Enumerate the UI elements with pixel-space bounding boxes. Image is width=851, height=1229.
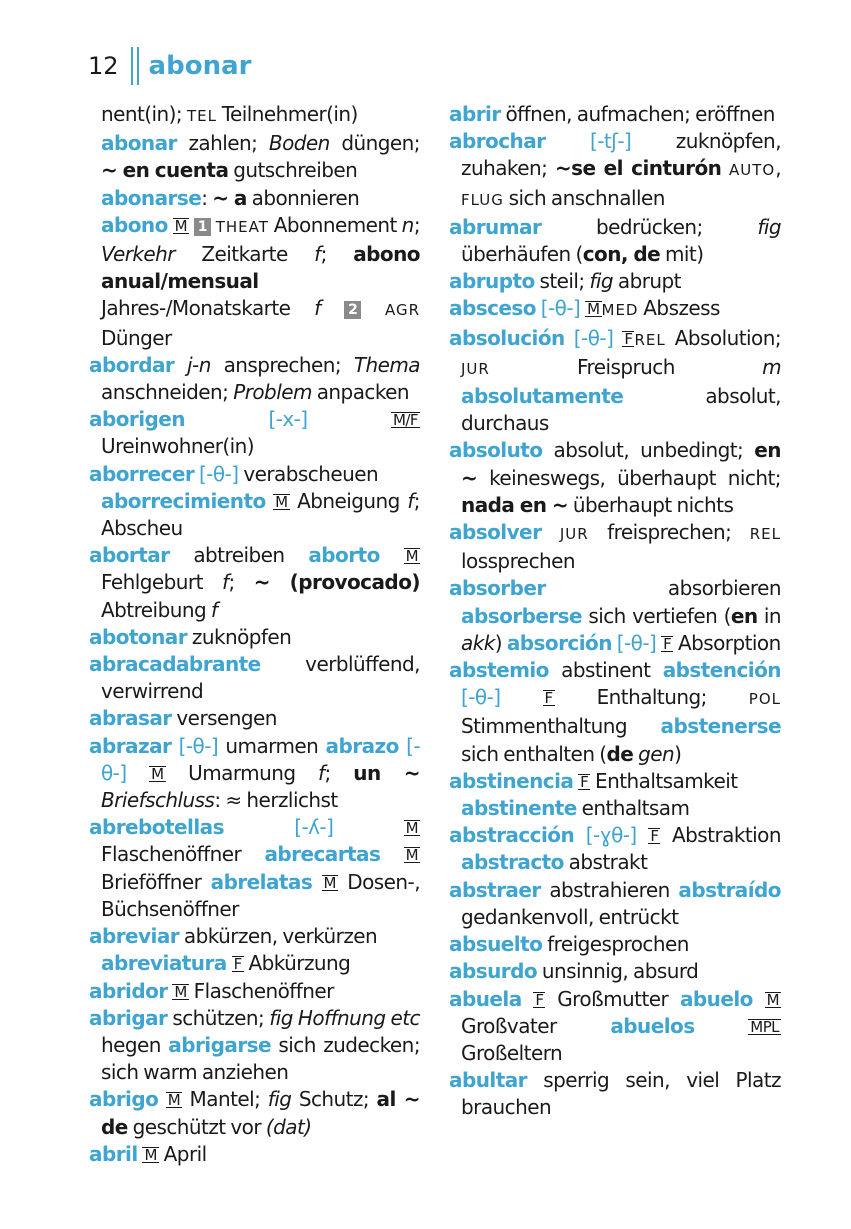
headword: abstenerse [660,714,781,739]
gender-tag: F [663,634,672,653]
left-column [89,101,420,1168]
entry-text: Großeltern [461,1040,563,1065]
gender-tag: M [323,873,336,892]
entry-text: abkürzen, verkürzen [179,924,378,949]
entry-text: Zeitkarte [174,242,315,267]
entry-text: anpacken [311,380,410,405]
headword: abreviatura [101,951,227,976]
entry-text: Stimmenthaltung [461,714,661,739]
headword: abonar [101,131,177,156]
page-number: 12 [88,52,119,80]
pronunciation: [-θ-] [199,461,239,486]
entry-text: Abstraktion [660,823,781,848]
phrase: ~se el cinturón [554,156,722,181]
entry-text: freisprechen; [588,520,750,545]
dictionary-entry [89,185,420,212]
entry-text: sich zudecken; sich warm anziehen [101,1032,421,1085]
dictionary-entry [449,657,781,768]
entry-text: sich anschnallen [503,185,665,210]
sense-number: 1 [194,218,211,236]
dictionary-entry [89,1086,420,1140]
entry-text: mit) [660,242,704,267]
entry-text: Absolution; [665,325,782,350]
entry-text: Fehlgeburt [101,570,222,595]
dictionary-entry [89,733,420,815]
entry-text: sich enthalten ( [461,741,607,766]
entry-text: unsinnig, absurd [537,959,699,984]
headword: absolver [449,520,542,545]
dictionary-entry [89,624,420,651]
entry-text: fig [267,1087,292,1112]
headword: abstinencia [449,768,574,793]
entry-text: ; [228,570,254,595]
entry-text: Jahres-/Monatskarte [101,296,315,321]
entry-text: Flaschenöffner [101,842,265,867]
pronunciation: [-θ-] [461,685,501,710]
entry-text: f [210,597,218,622]
headword: abrumar [449,214,542,239]
entry-text: ) [674,741,682,766]
dictionary-entry [89,950,420,977]
dictionary-entry [449,575,781,657]
entry-text: keineswegs, überhaupt nicht; [477,465,781,490]
gender-tag: F [233,955,242,974]
dictionary-entry [89,1005,420,1087]
dictionary-entry [89,542,420,624]
headword: abstracto [461,850,564,875]
dictionary-entry [89,101,420,130]
dictionary-entry [449,877,781,931]
phrase: abono anual/mensual [101,242,420,294]
usage-label: AGR [384,301,420,320]
headword: absorción [506,630,612,655]
pronunciation: [-θ-] [573,325,614,350]
dictionary-entry [449,325,781,438]
headword: aborrecimiento [101,488,266,513]
sense-number: 2 [344,301,361,319]
usage-label: TEL [186,107,217,125]
entry-text: Brieföffner [101,869,211,894]
pronunciation: [-θ-] [178,733,219,758]
entry-text: Großmutter [545,986,680,1011]
entry-text: f [407,488,414,513]
headword: abuela [449,986,522,1011]
dictionary-entry [449,1067,781,1121]
dictionary-entry [449,795,781,822]
headword: abrecartas [264,842,381,867]
header-double-bar [131,47,139,85]
entry-text: Boden [268,131,330,156]
entry-text: m [762,354,781,379]
entry-text: sperrig sein, viel Platz brauchen [461,1068,781,1120]
dictionary-entry [449,214,781,268]
gender-tag: M [766,990,779,1009]
entry-text: Umarmung [165,760,319,785]
phrase: ~ (provocado) [253,570,420,595]
dictionary-entry [89,923,420,950]
headword: abstraer [449,877,541,902]
entry-text: absorbieren [545,576,781,601]
entry-text: in [757,603,781,628]
dictionary-entry [449,437,781,519]
usage-label: REL [749,525,781,544]
headword: aborigen [89,407,185,432]
phrase: con, de [582,242,661,267]
entry-text: bedrücken; [541,214,758,239]
pronunciation: [-θ-] [540,296,581,321]
entry-text: verabscheuen [238,461,379,486]
phrase: en ~ [461,438,781,490]
entry-text: absolut, unbedingt; [542,438,755,463]
gender-tag: M [174,216,188,235]
headword: abstraído [678,877,781,902]
usage-label: POL [748,690,781,709]
entry-text: schützen; [167,1005,270,1030]
entry-text: gedankenvoll, entrückt [461,904,679,929]
usage-label: THEAT [215,217,269,236]
dictionary-entry [89,130,420,184]
entry-text: Schutz; [291,1087,377,1112]
entry-text: steil; [534,269,590,294]
headword: absorber [449,576,546,601]
running-headword: abonar [148,51,252,81]
entry-text: f [314,296,321,321]
gender-tag: M [167,1091,181,1110]
entry-text: anschneiden; [101,380,234,405]
headword: abracadabrante [89,652,261,677]
headword: abstinente [461,796,577,821]
entry-text: verblüffend, verwirrend [101,652,420,704]
entry-text: f [221,570,229,595]
entry-text: abtreiben [169,543,309,568]
phrase: al ~ de [101,1087,420,1139]
headword: abstemio [449,658,549,683]
gender-tag: F [580,772,589,791]
entry-text: akk [461,630,495,655]
headword: abortar [89,543,170,568]
entry-text: sich vertiefen ( [582,603,731,628]
entry-text: Freispruch [489,354,763,379]
entry-text: Abonnement [268,212,402,237]
usage-label: JUR [461,359,490,378]
usage-label: AUTO [728,161,776,180]
headword: abrigo [89,1087,159,1112]
entry-text: abstrahieren [540,877,679,902]
gender-tag: M [174,982,187,1001]
entry-text: Abtreibung [101,597,211,622]
entry-text: n [401,212,414,237]
headword: abril [89,1141,138,1166]
page-header [88,44,251,88]
pronunciation: [-ɣθ-] [585,823,637,848]
pronunciation: [-x-] [268,407,308,432]
dictionary-entry [449,101,781,128]
entry-text: Problem [233,380,312,405]
entry-text: (dat) [265,1114,312,1139]
gender-tag: M [405,846,418,865]
right-column [449,101,781,1122]
headword: absurdo [449,959,538,984]
entry-text: f [314,242,321,267]
entry-text: zahlen; [176,131,269,156]
entry-text: Mantel; [182,1087,268,1112]
entry-text: zuknöpfen, zuhaken; [461,129,781,181]
headword: abonarse [101,185,202,210]
dictionary-entry [89,406,420,460]
phrase: nada en ~ [461,492,569,517]
dictionary-entry [89,352,420,406]
headword: abono [101,212,168,237]
pronunciation: [-θ-] [616,630,657,655]
headword: abrigar [89,1005,168,1030]
dictionary-entry [89,705,420,732]
dictionary-entry [89,461,420,488]
headword: absorberse [461,603,583,628]
headword: abotonar [89,624,188,649]
dictionary-entry [449,128,781,214]
phrase: de [606,741,634,766]
entry-text: geschützt vor [127,1114,266,1139]
entry-text: ; [324,760,354,785]
entry-text: Abneigung [289,488,408,513]
entry-text: Thema [353,352,421,377]
headword: abrochar [449,129,546,154]
gender-tag: F [650,827,659,846]
gender-tag: F [544,689,553,708]
entry-text: überhaupt nichts [568,492,734,517]
gender-tag: M [587,300,600,319]
headword: abstracción [449,823,575,848]
headword: abrasar [89,706,172,731]
headword: abuelos [610,1013,695,1038]
headword: abrazar [89,733,172,758]
entry-text: Enthaltung; [554,685,749,710]
pronunciation: [-ʎ-] [294,815,334,840]
headword: abstención [662,658,781,683]
dictionary-entry [89,651,420,705]
phrase: un ~ [353,760,420,785]
entry-text: ansprechen; [210,352,354,377]
headword: absuelto [449,932,543,957]
gender-tag: F [535,990,544,1009]
usage-label: JUR [559,525,589,544]
usage-label: FLUG [461,190,504,209]
headword: abultar [449,1068,527,1093]
entry-text: Enthaltsamkeit [590,768,738,793]
entry-text: : ≈ herzlichst [214,788,338,813]
entry-text: abstinent [548,658,663,683]
entry-text: abrupt [613,269,681,294]
entry-text: April [158,1141,207,1166]
entry-text: freigesprochen [542,932,689,957]
dictionary-entry [449,958,781,985]
entry-text: Flaschenöffner [188,978,334,1003]
entry-text: ) [494,630,507,655]
dictionary-entry [89,978,420,1005]
entry-text: fig [757,214,781,239]
entry-text: j-n [187,352,211,377]
entry-text: Ureinwohner(in) [101,434,255,459]
entry-text: enthaltsam [576,796,690,821]
pronunciation: [-θ-] [101,733,420,785]
entry-text: Dosen-, Büchsenöffner [101,869,421,921]
entry-text: Briefschluss [101,788,215,813]
entry-text: , [775,156,781,181]
entry-text: öffnen, aufmachen; eröffnen [500,102,775,126]
headword: absolutamente [461,384,624,409]
dictionary-entry [89,1141,420,1168]
gender-tag: M [151,764,164,783]
entry-text: Verkehr [101,242,175,267]
entry-text: zuknöpfen [187,624,292,649]
headword: aborrecer [89,461,195,486]
dictionary-entry [89,814,420,923]
entry-text: gutschreiben [228,158,358,183]
usage-label: MED [601,301,639,320]
dictionary-entry [89,212,420,352]
dictionary-entry [449,768,781,795]
entry-text: Abszess [638,296,720,321]
entry-text: Teilnehmer(in) [216,102,358,126]
entry-text: umarmen [218,733,326,758]
headword: absolución [449,325,565,350]
gender-tag: M [275,492,288,511]
dictionary-entry [449,268,781,295]
entry-text: ; Abscheu [101,488,420,541]
entry-text: Abkürzung [243,951,351,976]
dictionary-entry [449,986,781,1068]
headword: abrigarse [168,1032,272,1057]
entry-text: Großvater [461,1013,611,1038]
headword: abreviar [89,924,180,949]
entry-text: : [201,185,213,210]
entry-text: ; [320,242,354,267]
phrase: ~ en cuenta [101,158,229,183]
entry-text: fig Hoffnung etc [269,1005,420,1030]
headword: absceso [449,296,536,321]
dictionary-entry [89,488,420,542]
entry-text: abstrakt [563,850,648,875]
dictionary-entry [449,931,781,958]
headword: abrelatas [210,869,313,894]
gender-tag: F [624,329,633,348]
gender-tag: M/F [393,411,418,430]
headword: abrazo [325,733,399,758]
headword: absoluto [449,438,543,463]
headword: abordar [89,352,175,377]
entry-text: hegen [101,1032,169,1057]
entry-text: überhäufen ( [461,242,583,267]
entry-text: gen [638,741,675,766]
phrase: en [730,603,758,628]
pronunciation: [-tʃ-] [589,129,632,154]
gender-tag: M [144,1145,157,1164]
entry-text: abonnieren [246,185,360,210]
entry-text: nent(in); [101,102,183,126]
entry-text: düngen; [329,131,420,156]
dictionary-entry [449,519,781,575]
dictionary-entry [449,295,781,324]
headword: abridor [89,978,168,1003]
headword: abrebotellas [89,815,224,840]
gender-tag: M [405,547,419,566]
usage-label: REL [634,330,666,349]
headword: aborto [308,543,380,568]
gender-tag: M [405,819,419,838]
entry-text: versengen [171,706,277,731]
entry-text: lossprechen [461,549,576,574]
entry-text: fig [589,269,614,294]
entry-text: absolut, durchaus [461,384,781,436]
dictionary-entry [449,822,781,876]
headword: abrir [449,102,501,126]
entry-text: Dünger [101,325,172,350]
gender-tag: MPL [750,1017,779,1036]
headword: abrupto [449,269,535,294]
phrase: ~ a [212,185,247,210]
entry-text: Absorption [673,630,781,655]
entry-text: ; [413,212,421,237]
headword: abuelo [679,986,753,1011]
entry-text: f [318,760,325,785]
